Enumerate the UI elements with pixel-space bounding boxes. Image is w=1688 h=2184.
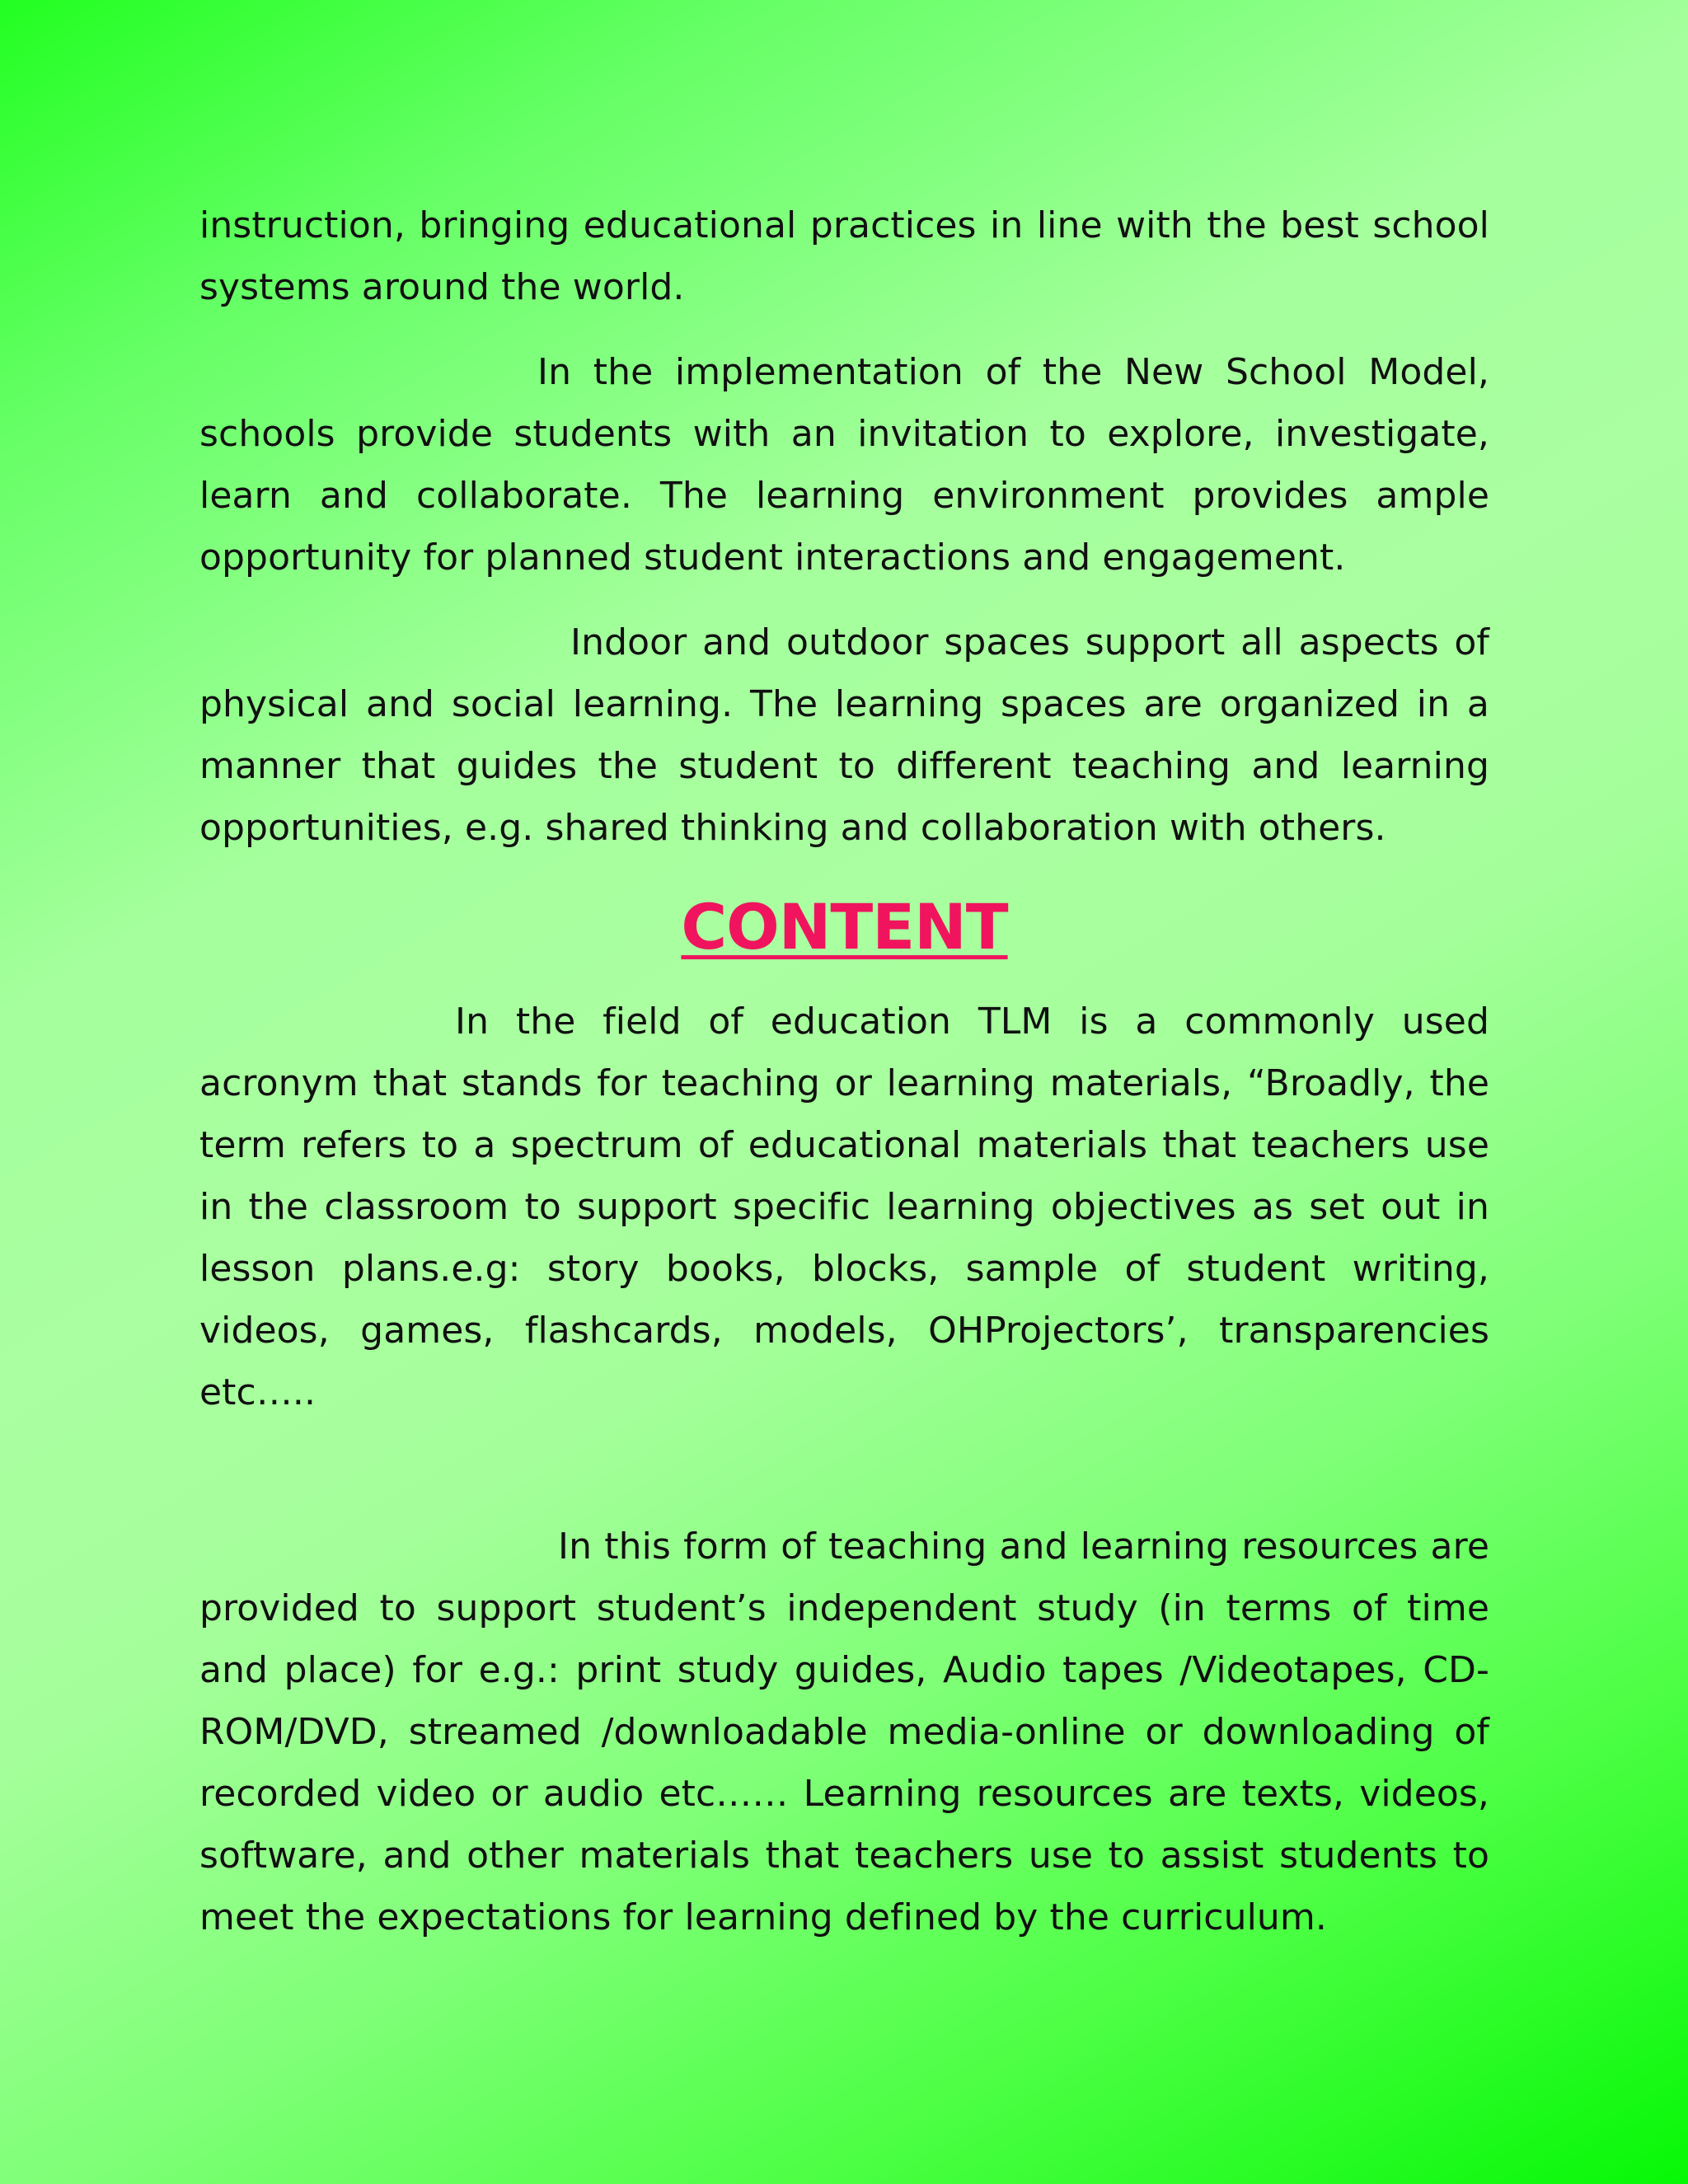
paragraph-tlm-definition: In the field of education TLM is a commonly used acronym that stands for teaching or learning materials, “Broadly, the term refers to a spectrum of educational materials that teachers use in the classroom to support specific learning objectives as set out in lesson plans.e.g: story books, blocks, sample of student writing, videos, games, flashcards, models, OHProjectors’, transparencies etc….. — [199, 1001, 1489, 1413]
paragraph-new-school-model: In the implementation of the New School Model, schools provide students with an invitation to explore, investigate, learn and collaborate. The learning environment provides ample opportunity for planned student interactions and engagement. — [199, 351, 1489, 579]
paragraph-learning-resources: In this form of teaching and learning resources are provided to support student’s independent study (in terms of time and place) for e.g.: print study guides, Audio tapes /Videotapes, CD-ROM/DVD, streamed /downloadable media-online or downloading of recorded video or audio etc…… Learning resources are texts, videos, software, and other materials that teachers use to assist students to meet the expectations for learning defined by the curriculum. — [199, 1526, 1489, 1938]
paragraph-intro-continuation: instruction, bringing educational practices in line with the best school systems around the world. — [199, 204, 1489, 308]
document-page — [199, 194, 1489, 1948]
section-heading-content: CONTENT — [681, 890, 1008, 963]
paragraph-learning-spaces: Indoor and outdoor spaces support all aspects of physical and social learning. The learning spaces are organized in a manner that guides the student to different teaching and learning opportunities, e.g. shared thinking and collaboration with others. — [199, 621, 1489, 849]
